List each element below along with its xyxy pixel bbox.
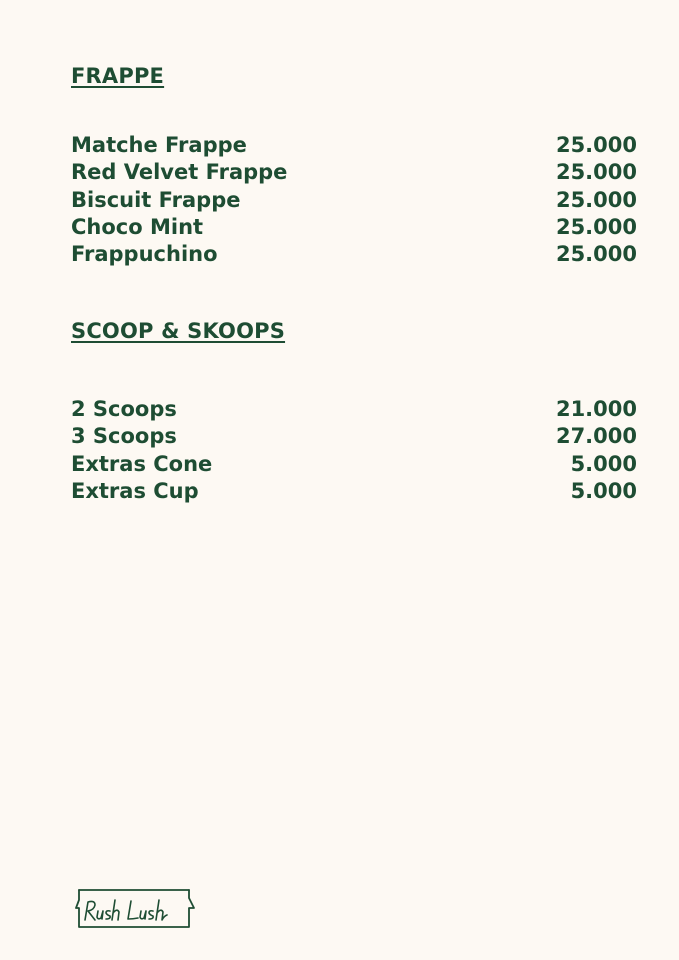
scoop-item-list — [71, 396, 637, 505]
item-name: Frappuchino — [71, 242, 218, 267]
menu-item — [71, 214, 637, 241]
menu-item — [71, 478, 637, 505]
menu-item — [71, 423, 637, 450]
item-price: 25.000 — [555, 187, 637, 212]
item-name: Choco Mint — [71, 215, 204, 240]
section-title-scoop: SCOOP & SKOOPS — [71, 319, 286, 343]
item-name: 2 Scoops — [71, 397, 177, 422]
menu-item — [71, 241, 637, 268]
item-price: 25.000 — [555, 242, 637, 267]
item-price: 21.000 — [555, 397, 637, 422]
item-name: 3 Scoops — [71, 424, 177, 449]
item-price: 5.000 — [570, 479, 637, 504]
item-price: 25.000 — [555, 215, 637, 240]
rushlush-logo — [73, 886, 197, 930]
menu-item — [71, 187, 637, 214]
item-price: 25.000 — [555, 133, 637, 158]
item-name: Extras Cup — [71, 479, 199, 504]
section-title-frappe: FRAPPE — [71, 64, 165, 88]
menu-item — [71, 132, 637, 159]
item-name: Biscuit Frappe — [71, 187, 241, 212]
item-price: 5.000 — [570, 451, 637, 476]
logo-script — [85, 900, 167, 920]
menu-item — [71, 159, 637, 186]
item-price: 25.000 — [555, 160, 637, 185]
frappe-item-list — [71, 132, 637, 268]
menu-item — [71, 396, 637, 423]
item-name: Extras Cone — [71, 451, 213, 476]
item-price: 27.000 — [555, 424, 637, 449]
item-name: Matche Frappe — [71, 133, 247, 158]
item-name: Red Velvet Frappe — [71, 160, 288, 185]
menu-item — [71, 451, 637, 478]
